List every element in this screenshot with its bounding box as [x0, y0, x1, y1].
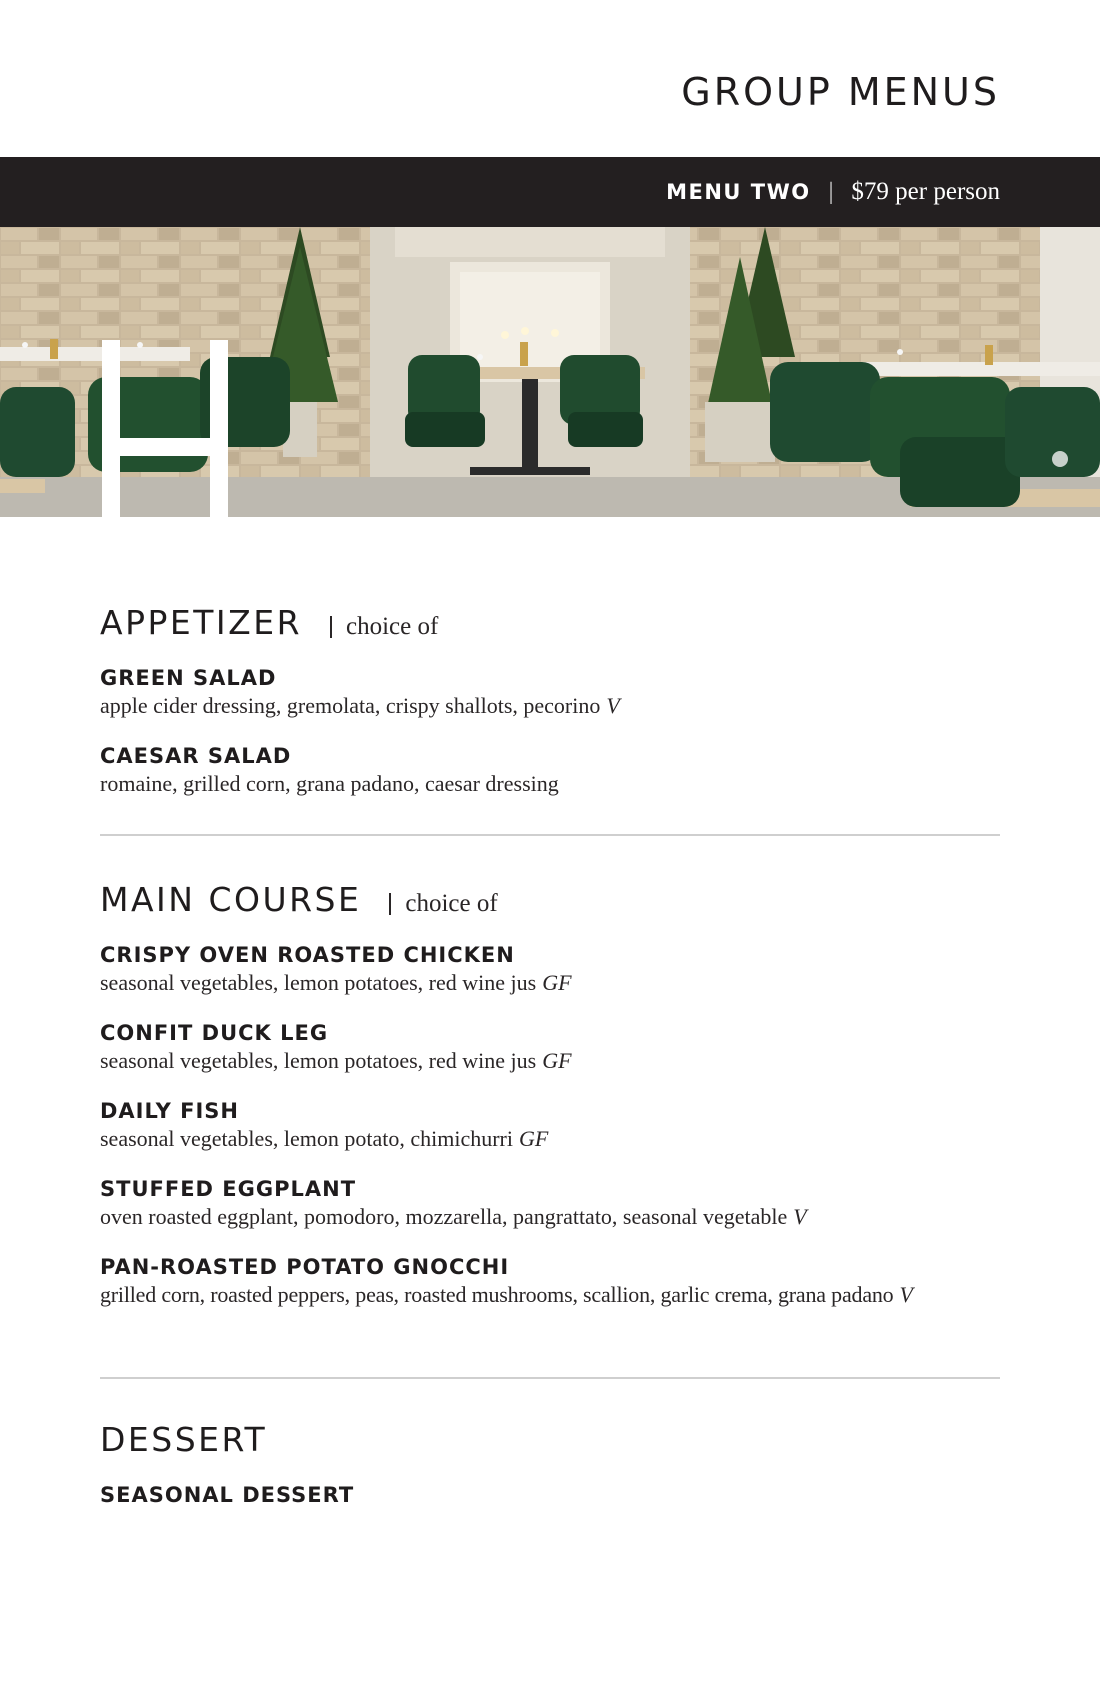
menu-item	[100, 1177, 1000, 1231]
menu-item	[100, 744, 1000, 798]
section-title: MAIN COURSE	[100, 880, 362, 919]
item-description: seasonal vegetables, lemon potatoes, red wine jus GF	[100, 1048, 572, 1073]
item-name: CRISPY OVEN ROASTED CHICKEN	[100, 943, 515, 967]
item-name: SEASONAL DESSERT	[100, 1483, 355, 1507]
menu-band	[0, 157, 1100, 227]
section-dessert	[100, 1420, 1000, 1531]
menu-item	[100, 1099, 1000, 1153]
menu-item	[100, 666, 1000, 720]
item-name: DAILY FISH	[100, 1099, 239, 1123]
dietary-tag: V	[606, 693, 620, 718]
dietary-tag: V	[899, 1282, 913, 1307]
item-name: STUFFED EGGPLANT	[100, 1177, 357, 1201]
dietary-tag: GF	[518, 1126, 549, 1151]
menu-item	[100, 1483, 1000, 1507]
dietary-tag: V	[793, 1204, 807, 1229]
menu-item	[100, 1255, 1000, 1309]
menu-price: $79 per person	[851, 178, 1000, 205]
item-name: CONFIT DUCK LEG	[100, 1021, 329, 1045]
section-header	[100, 880, 1000, 919]
section-note: choice of	[389, 893, 497, 915]
dietary-tag: GF	[542, 1048, 572, 1073]
item-name: CAESAR SALAD	[100, 744, 292, 768]
page-title: GROUP MENUS	[681, 70, 1000, 114]
h-logo-icon	[102, 340, 228, 518]
item-description: grilled corn, roasted peppers, peas, roasted mushrooms, scallion, garlic crema, grana padano V	[100, 1282, 913, 1307]
menu-item	[100, 1021, 1000, 1075]
item-name: GREEN SALAD	[100, 666, 277, 690]
section-note: choice of	[330, 616, 438, 638]
section-divider	[100, 834, 1000, 836]
section-header	[100, 1420, 1000, 1459]
menu-item	[100, 943, 1000, 997]
item-description: apple cider dressing, gremolata, crispy shallots, pecorino V	[100, 693, 620, 718]
section-title: DESSERT	[100, 1420, 268, 1459]
item-description: seasonal vegetables, lemon potatoes, red wine jus GF	[100, 970, 572, 995]
item-description: seasonal vegetables, lemon potato, chimichurri GF	[100, 1126, 549, 1151]
item-name: PAN-ROASTED POTATO GNOCCHI	[100, 1255, 510, 1279]
band-separator: |	[828, 178, 834, 205]
section-divider	[100, 1377, 1000, 1379]
menu-name: MENU TWO	[666, 180, 811, 204]
section-main-course	[100, 880, 1000, 1333]
dietary-tag: GF	[542, 970, 572, 995]
item-description: romaine, grilled corn, grana padano, caesar dressing	[100, 771, 559, 796]
section-appetizer	[100, 603, 1000, 822]
section-title: APPETIZER	[100, 603, 303, 642]
section-header	[100, 603, 1000, 642]
item-description: oven roasted eggplant, pomodoro, mozzarella, pangrattato, seasonal vegetable V	[100, 1204, 807, 1229]
